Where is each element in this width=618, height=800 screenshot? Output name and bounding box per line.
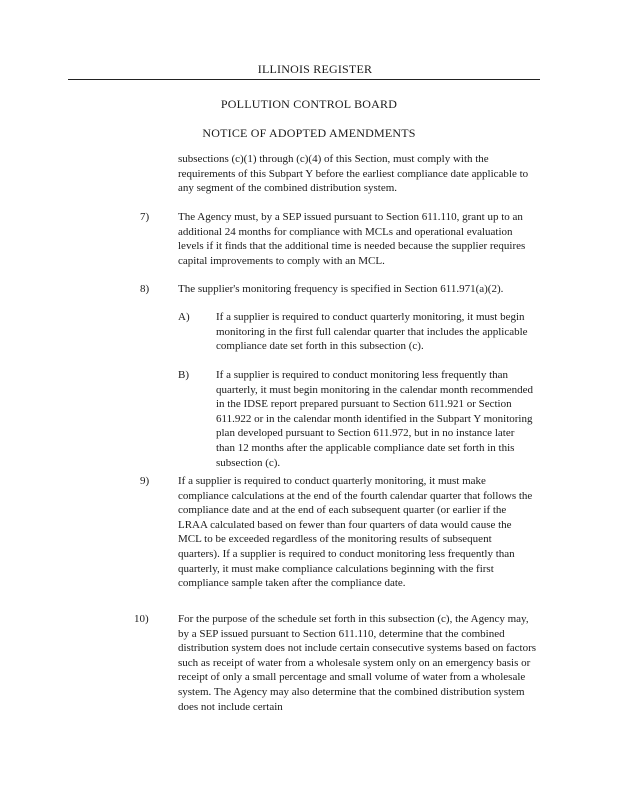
header-divider <box>68 79 540 80</box>
board-title: POLLUTION CONTROL BOARD <box>220 97 398 111</box>
subitem-label-b: B) <box>178 369 189 381</box>
item-number-7: 7) <box>140 211 150 223</box>
notice-title: NOTICE OF ADOPTED AMENDMENTS <box>202 126 416 140</box>
item-8-text: The supplier's monitoring frequency is specified in Section 611.971(a)(2). <box>178 283 504 295</box>
continuation-paragraph: subsections (c)(1) through (c)(4) of this Section, must comply with the requirements of this Subpart Y before the earliest compliance date applicable to any segment of the combined distribution system. <box>178 153 529 195</box>
item-7-text: The Agency must, by a SEP issued pursuant to Section 611.110, grant up to an additional 24 months for compliance with MCLs and operational evaluation levels if it finds that the additional time is needed because the supplier requires capital improvements to comply with an MCL. <box>178 211 526 267</box>
item-number-9: 9) <box>140 475 150 487</box>
item-10-text: For the purpose of the schedule set forth in this subsection (c), the Agency may, by a SEP issued pursuant to Section 611.110, determine that the combined distribution system does not include certain consecutive systems based on factors such as receipt of water from a wholesale system only on an emergency basis or receipt of only a small percentage and small volume of water from a wholesale system. The Agency may also determine that the combined distribution system does not include certain <box>178 613 537 713</box>
subitem-label-a: A) <box>178 311 190 323</box>
item-number-10: 10) <box>134 613 149 625</box>
subitem-b-text: If a supplier is required to conduct monitoring less frequently than quarterly, it must begin monitoring in the calendar month recommended in the IDSE report prepared pursuant to Section 611.921 or Section 611.922 or in the calendar month identified in the Subpart Y monitoring plan developed pursuant to Section 611.972, but in no instance later than 12 months after the applicable compliance date set forth in this subsection (c). <box>216 369 533 469</box>
subitem-a-text: If a supplier is required to conduct quarterly monitoring, it must begin monitoring in the first full calendar quarter that includes the applicable compliance date set forth in this subsection (c). <box>216 311 528 353</box>
item-9-text: If a supplier is required to conduct quarterly monitoring, it must make compliance calculations at the end of the fourth calendar quarter that follows the compliance date and at the end of each subsequent quarter (or earlier if the LRAA calculated based on fewer than four quarters of data would cause the MCL to be exceeded regardless of the monitoring results of subsequent quarters). If a supplier is required to conduct monitoring less frequently than quarterly, it must make compliance calculations beginning with the first compliance sample taken after the compliance date. <box>178 475 533 590</box>
item-number-8: 8) <box>140 283 150 295</box>
register-title: ILLINOIS REGISTER <box>257 62 373 76</box>
